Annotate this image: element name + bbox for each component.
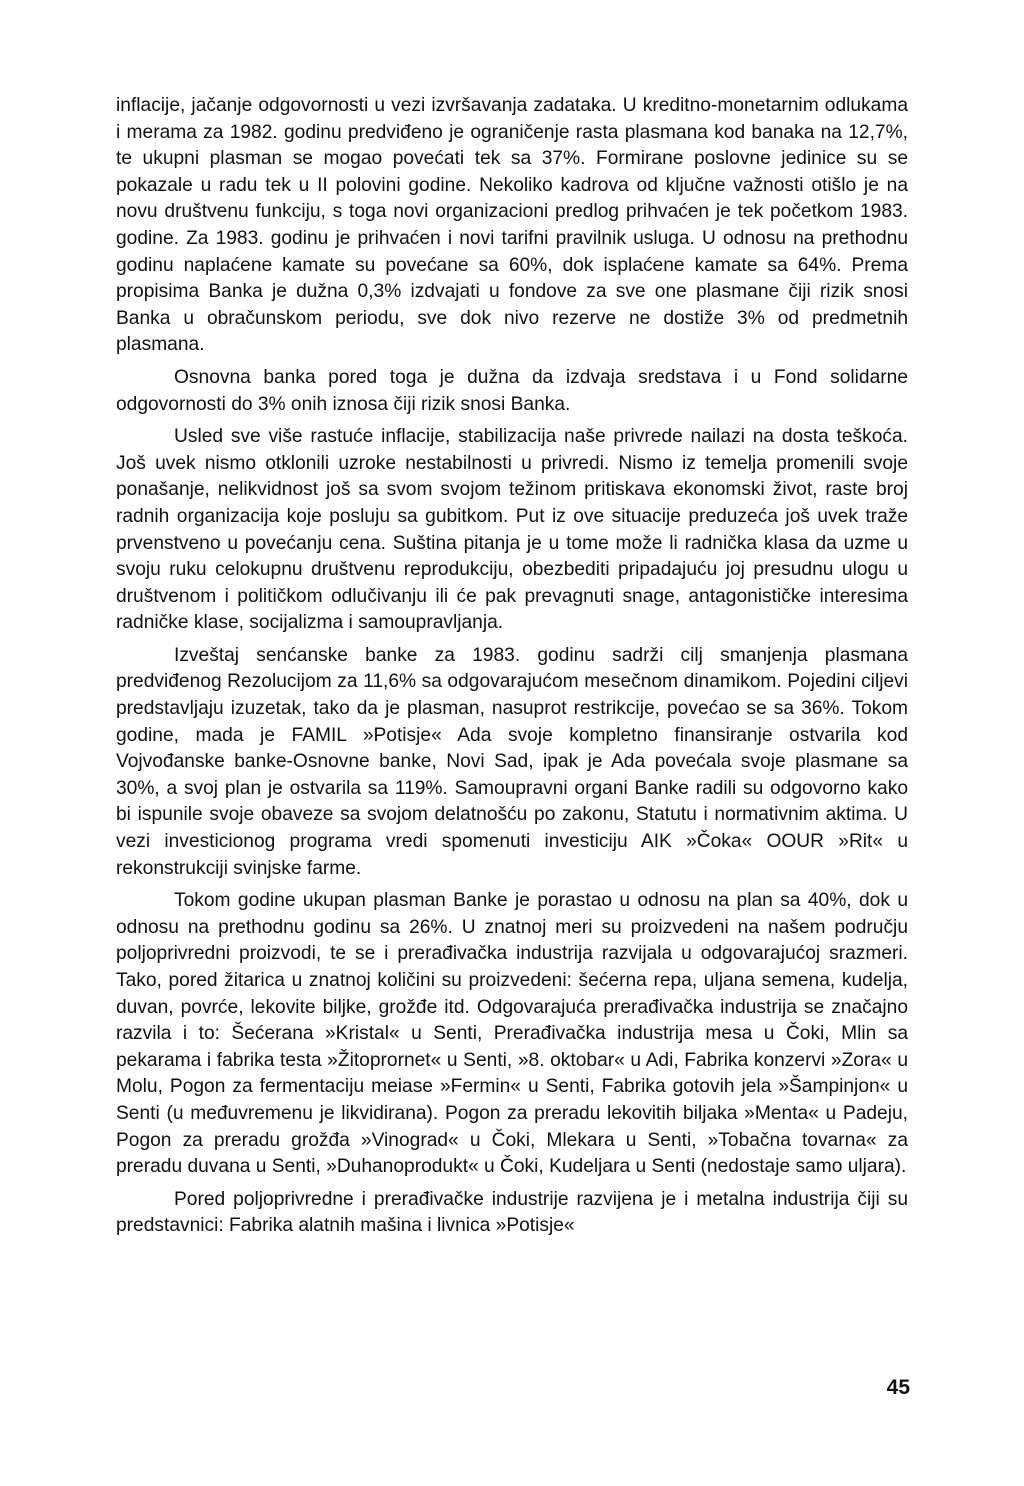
paragraph-2: Osnovna banka pored toga je dužna da izdvaja sredstava i u Fond solidarne odgovornosti do 3% onih iznosa čiji rizik snosi Banka. xyxy=(116,366,908,415)
paragraph-5: Tokom godine ukupan plasman Banke je porastao u odnosu na plan sa 40%, dok u odnosu na prethodnu godinu sa 26%. U znatnoj meri su proizvedeni na našem području poljoprivredni proizvodi, te se i prerađivačka industrija razvijala u odgovarajućoj srazmeri. Tako, pored žitarica u znatnoj količini su proizvedeni: šećerna repa, uljana semena, kudelja, duvan, povrće, lekovite biljke, grožđe itd. Odgovarajuća prerađivačka industrija se značajno razvila i to: Šećerana »Kristal« u Senti, Prerađivačka industrija mesa u Čoki, Mlin sa pekarama i fabrika testa »Žitoprornet« u Senti, »8. oktobar« u Adi, Fabrika konzervi »Zora« u Molu, Pogon za fermentaciju meiase »Fermin« u Senti, Fabrika gotovih jela »Šampinjon« u Senti (u međuvremenu je likvidirana). Pogon za preradu lekovitih biljaka »Menta« u Padeju, Pogon za preradu grožđa »Vinograd« u Čoki, Mlekara u Senti, »Tobačna tovarna« za preradu duvana u Senti, »Duhanoprodukt« u Čoki, Kudeljara u Senti (nedostaje samo uljara). xyxy=(116,890,908,1178)
paragraph-6: Pored poljoprivredne i prerađivačke industrije razvijena je i metalna industrija čiji su predstavnici: Fabrika alatnih mašina i livnica »Potisje« xyxy=(116,1188,908,1237)
page-number: 45 xyxy=(886,1376,910,1399)
paragraph-1: inflacije, jačanje odgovornosti u vezi izvršavanja zadataka. U kreditno-monetarnim odlukama i merama za 1982. godinu predviđeno je ograničenje rasta plasmana kod banaka na 12,7%, te ukupni plasman se mogao povećati tek sa 37%. Formirane poslovne jedinice su se pokazale u radu tek u II polovini godine. Nekoliko kadrova od ključne važnosti otišlo je na novu društvenu funkciju, s toga novi organizacioni predlog prihvaćen je tek početkom 1983. godine. Za 1983. godinu je prihvaćen i novi tarifni pravilnik usluga. U odnosu na prethodnu godinu naplaćene kamate su povećane sa 60%, dok isplaćene kamate sa 64%. Prema propisima Banka je dužna 0,3% izdvajati u fondove za sve one plasmane čiji rizik snosi Banka u obračunskom periodu, sve dok nivo rezerve ne dostiže 3% od predmetnih plasmana. xyxy=(116,95,908,356)
paragraph-3: Usled sve više rastuće inflacije, stabilizacija naše privrede nailazi na dosta teškoća. Još uvek nismo otklonili uzroke nestabilnosti u privredi. Nismo iz temelja promenili svoje ponašanje, nelikvidnost još sa svom svojom težinom pritiskava ekonomski život, raste broj radnih organizacija koje posluju sa gubitkom. Put iz ove situacije preduzeća još uvek traže prvenstveno u povećanju cena. Suština pitanja je u tome može li radnička klasa da uzme u svoju ruku celokupnu društvenu reprodukciju, obezbediti pripadajuću joj presudnu ulogu u društvenom i političkom odlučivanju ili će pak prevagnuti snage, antagonističke interesima radničke klase, socijalizma i samoupravljanja. xyxy=(116,426,908,634)
document-page xyxy=(116,93,908,1246)
paragraph-4: Izveštaj senćanske banke za 1983. godinu sadrži cilj smanjenja plasmana predviđenog Rezolucijom za 11,6% sa odgovarajućom mesečnom dinamikom. Pojedini ciljevi predstavljaju izuzetak, tako da je plasman, nasuprot restrikcije, povećao se sa 36%. Tokom godine, mada je FAMIL »Potisje« Ada svoje kompletno finansiranje ostvarila kod Vojvođanske banke-Osnovne banke, Novi Sad, ipak je Ada povećala svoje plasmane sa 30%, a svoj plan je ostvarila sa 119%. Samoupravni organi Banke radili su odgovorno kako bi ispunile svoje obaveze sa svojom delatnošću po zakonu, Statutu i normativnim aktima. U vezi investicionog programa vredi spomenuti investiciju AIK »Čoka« OOUR »Rit« u rekonstrukciji svinjske farme. xyxy=(116,644,908,879)
